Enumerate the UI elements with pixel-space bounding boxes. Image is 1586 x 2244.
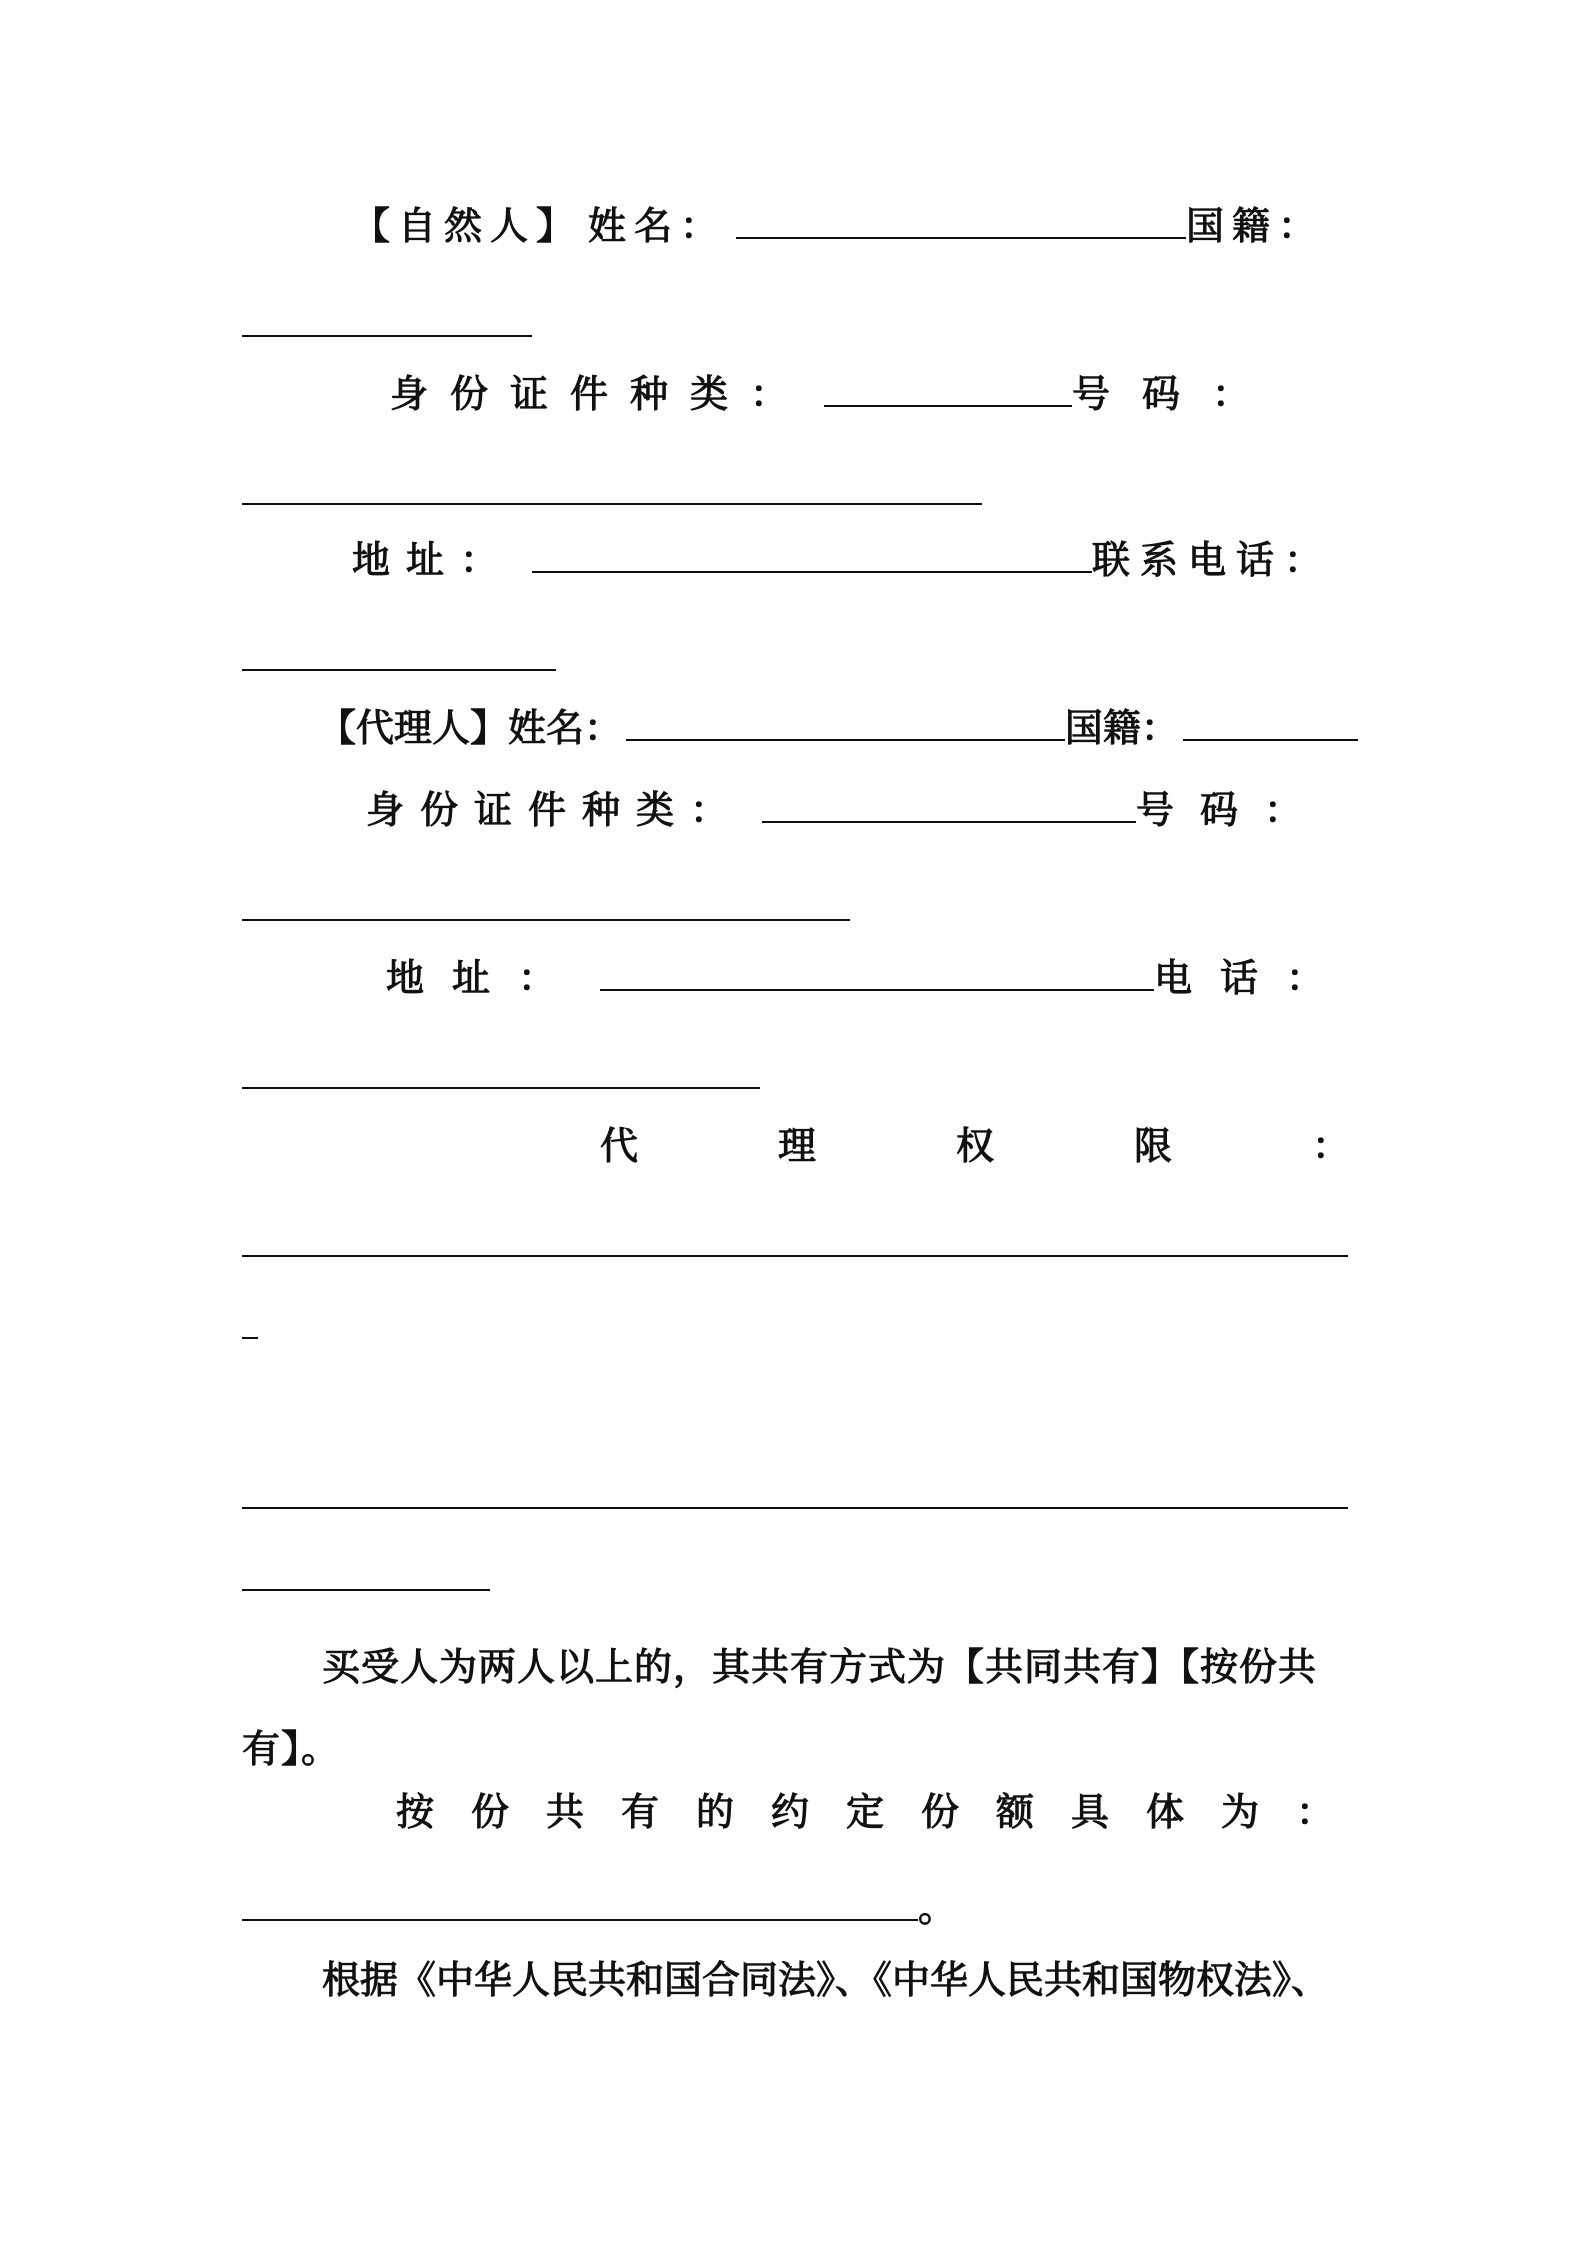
natural-person-phone-field-row — [242, 634, 1352, 682]
natural-person-nationality-field-row — [242, 300, 1352, 348]
agent-name-label: 姓名： — [508, 706, 623, 750]
natural-person-number-field-row — [242, 468, 1352, 516]
natural-person-name-label: 姓名： — [588, 204, 727, 248]
authority-label: 代理权限： — [600, 1124, 1491, 1168]
natural-person-phone-label: 联系电话： — [1092, 538, 1333, 582]
authority-field-2[interactable] — [242, 1303, 258, 1339]
agent-phone-field-row — [242, 1052, 1352, 1100]
agent-nationality-label: 国籍： — [1064, 706, 1179, 750]
natural-person-address-field[interactable] — [532, 537, 1092, 573]
co-ownership-paragraph — [242, 1626, 1362, 1790]
agent-id-type-label: 身份证件种类： — [366, 788, 745, 832]
agent-phone-label: 电话： — [1153, 956, 1352, 1000]
agent-label: 【代理人】 — [318, 706, 509, 750]
basis-row — [322, 1956, 1362, 2004]
basis-text: 根据《中华人民共和国合同法》、《中华人民共和国物权法》、 — [322, 1958, 1330, 2002]
share-field[interactable] — [242, 1885, 918, 1921]
natural-person-name-field[interactable] — [736, 203, 1186, 239]
natural-person-phone-field[interactable] — [242, 635, 556, 671]
authority-field-3[interactable] — [242, 1473, 1348, 1509]
agent-address-row — [386, 954, 1352, 1002]
agent-address-label: 地址： — [386, 956, 585, 1000]
authority-field-row-2 — [242, 1302, 1352, 1350]
natural-person-id-row — [390, 370, 1352, 418]
share-end: 。 — [918, 1886, 957, 1930]
agent-number-label: 号码： — [1136, 788, 1329, 832]
agent-address-field[interactable] — [600, 955, 1154, 991]
authority-field-1[interactable] — [242, 1221, 1348, 1257]
natural-person-number-label: 号码： — [1072, 372, 1283, 416]
agent-name-row — [318, 704, 1358, 752]
natural-person-label: 【自然人】 — [352, 204, 583, 248]
natural-person-id-type-label: 身份证件种类： — [390, 372, 811, 416]
agent-number-field[interactable] — [242, 885, 850, 921]
natural-person-nationality-field[interactable] — [242, 301, 532, 337]
natural-person-address-label: 地址： — [352, 538, 515, 582]
agent-name-field[interactable] — [626, 705, 1065, 741]
natural-person-address-row — [352, 536, 1352, 584]
co-ownership-text: 买受人为两人以上的，其共有方式为【共同共有】【按份共有】。 — [242, 1645, 1318, 1771]
natural-person-id-type-field[interactable] — [824, 371, 1072, 407]
authority-field-row-4 — [242, 1554, 1352, 1602]
agent-nationality-field[interactable] — [1183, 705, 1358, 741]
natural-person-name-row — [352, 202, 1352, 250]
natural-person-nationality-label: 国籍： — [1186, 204, 1325, 248]
agent-number-field-row — [242, 884, 1352, 932]
natural-person-number-field[interactable] — [242, 469, 982, 505]
authority-field-4[interactable] — [242, 1555, 490, 1591]
agent-id-type-field[interactable] — [762, 787, 1136, 823]
share-row — [396, 1788, 1372, 1836]
agent-phone-field[interactable] — [242, 1053, 760, 1089]
authority-field-row-1 — [242, 1220, 1352, 1268]
share-field-row — [242, 1884, 1352, 1932]
authority-row — [600, 1122, 1491, 1170]
share-label: 按份共有的约定份额具体为： — [396, 1790, 1372, 1834]
agent-id-row — [366, 786, 1352, 834]
authority-field-row-3 — [242, 1472, 1352, 1520]
